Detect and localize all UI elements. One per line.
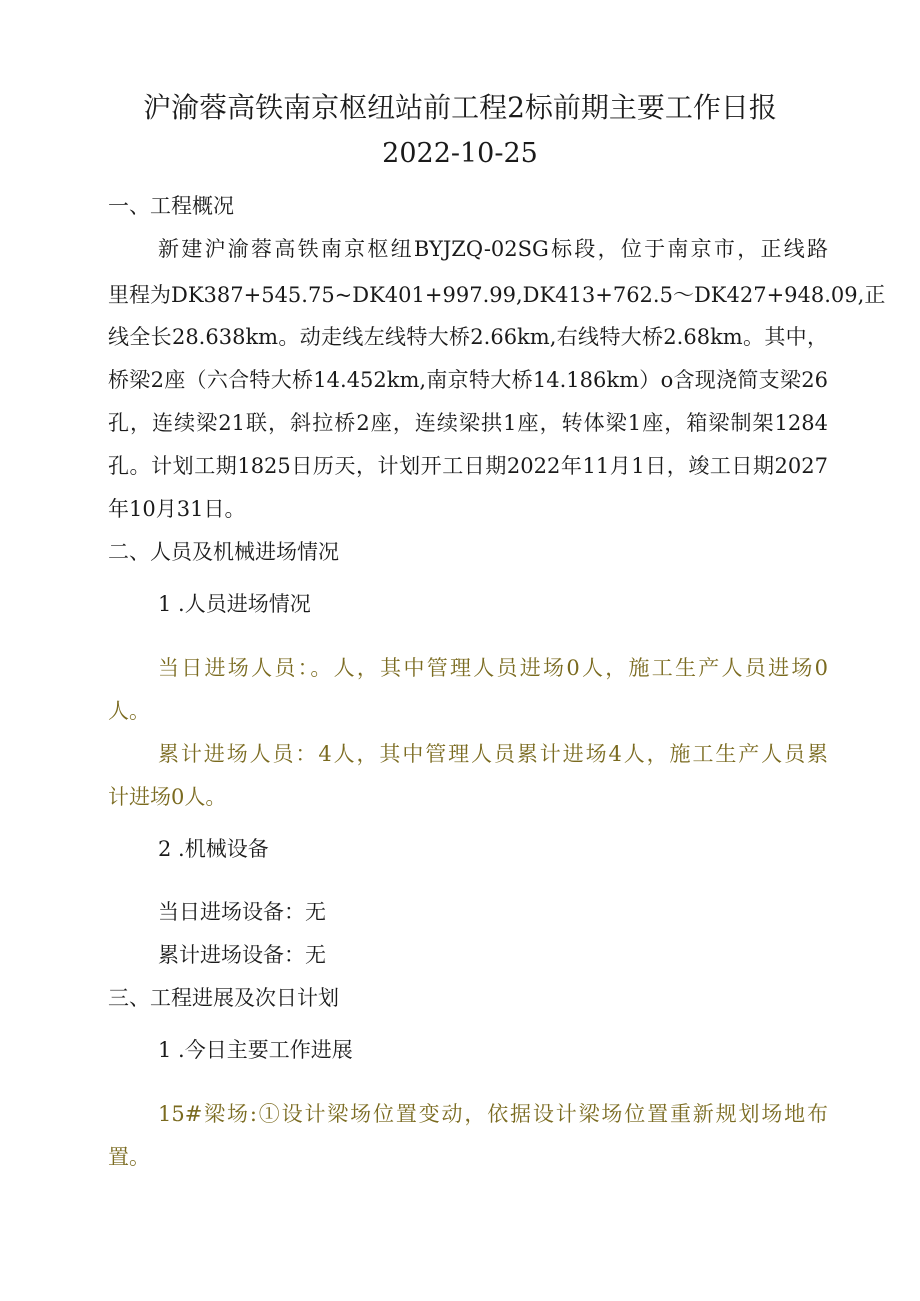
overview-line-6: 孔。计划工期1825日历天，计划开工日期2022年11月1日，竣工日期2027 xyxy=(108,454,828,478)
cumulative-personnel-line-1: 累计进场人员：4人，其中管理人员累计进场4人，施工生产人员累 xyxy=(158,742,828,766)
daily-equipment: 当日进场设备：无 xyxy=(158,900,326,924)
cumulative-personnel-line-2: 计进场0人。 xyxy=(108,785,227,809)
progress-subheading: 1 .今日主要工作进展 xyxy=(158,1038,353,1062)
overview-line-1: 新建沪渝蓉高铁南京枢纽BYJZQ-02SG标段，位于南京市，正线路 xyxy=(158,237,828,261)
section-1-heading: 一、工程概况 xyxy=(108,194,234,218)
report-title: 沪渝蓉高铁南京枢纽站前工程2标前期主要工作日报 xyxy=(143,91,777,124)
progress-line-1: 15#梁场:①设计梁场位置变动，依据设计梁场位置重新规划场地布 xyxy=(158,1102,828,1126)
daily-personnel-line-1: 当日进场人员：。人，其中管理人员进场0人，施工生产人员进场0 xyxy=(158,656,828,680)
equipment-subheading: 2 .机械设备 xyxy=(158,837,269,861)
progress-line-2: 置。 xyxy=(108,1145,150,1169)
section-3-heading: 三、工程进展及次日计划 xyxy=(108,986,339,1010)
personnel-subheading: 1 .人员进场情况 xyxy=(158,592,311,616)
overview-line-2: 里程为DK387+545.75~DK401+997.99,DK413+762.5～DK427+948.09,正 xyxy=(108,283,886,307)
overview-line-7: 年10月31日。 xyxy=(108,497,246,521)
overview-line-4: 桥梁2座（六合特大桥14.452km,南京特大桥14.186km）o含现浇简支梁26 xyxy=(108,368,828,392)
overview-line-5: 孔，连续梁21联，斜拉桥2座，连续梁拱1座，转体梁1座，箱梁制架1284 xyxy=(108,411,828,435)
cumulative-equipment: 累计进场设备：无 xyxy=(158,943,326,967)
daily-personnel-line-2: 人。 xyxy=(108,699,150,723)
report-date: 2022-10-25 xyxy=(382,138,538,169)
section-2-heading: 二、人员及机械进场情况 xyxy=(108,540,339,564)
overview-line-3: 线全长28.638km。动走线左线特大桥2.66km,右线特大桥2.68km。其中， xyxy=(108,325,828,349)
